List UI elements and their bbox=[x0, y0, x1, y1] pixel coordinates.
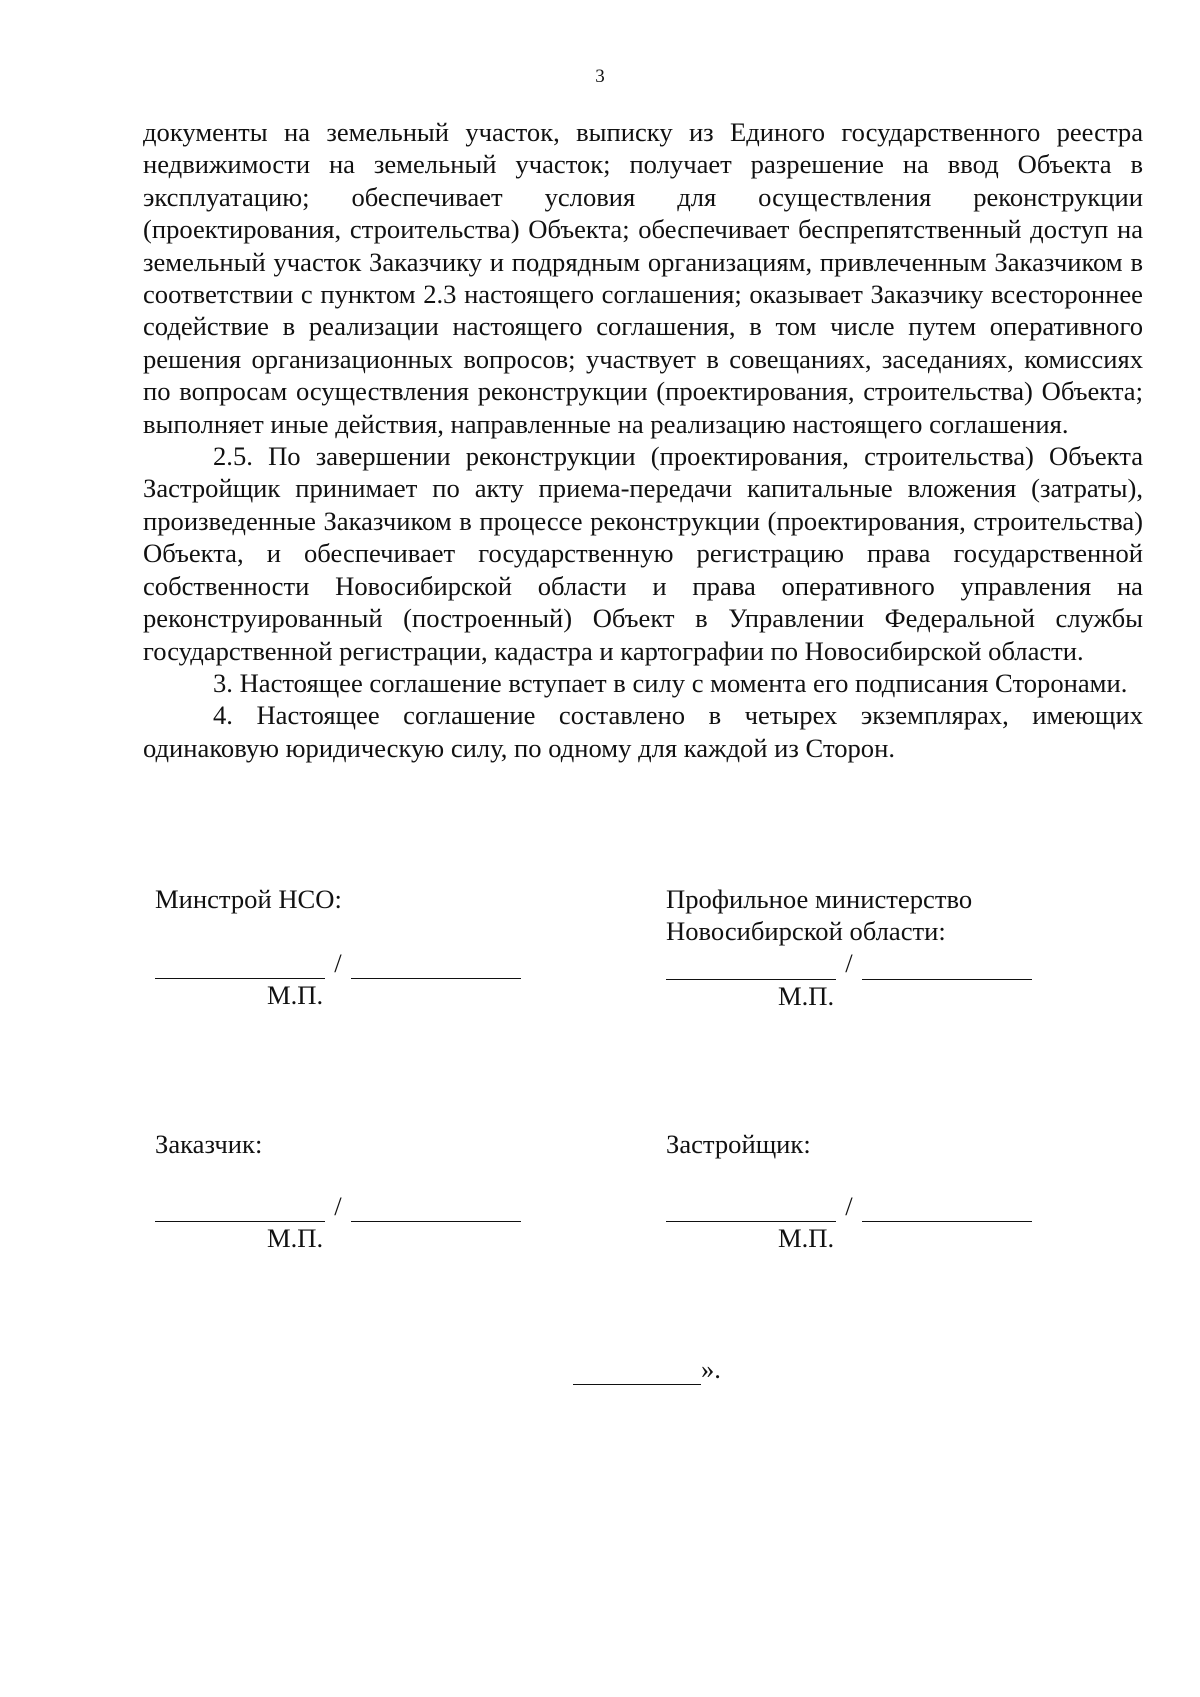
name-blank bbox=[351, 1197, 521, 1222]
document-body bbox=[143, 116, 1143, 764]
signature-blank bbox=[155, 954, 325, 979]
seal-label: М.П. bbox=[267, 1223, 324, 1254]
seal-label: М.П. bbox=[267, 980, 324, 1011]
paragraph-4: 4. Настоящее соглашение составлено в четырех экземплярах, имеющих одинаковую юридическую силу, по одному для каждой из Сторон. bbox=[143, 700, 1143, 763]
signatory-title: Новосибирской области: bbox=[666, 916, 946, 947]
signature-separator: / bbox=[334, 948, 342, 978]
signature-line bbox=[155, 947, 521, 979]
signatory-title: Застройщик: bbox=[666, 1129, 811, 1159]
seal-label: М.П. bbox=[778, 1223, 835, 1254]
signatory-title: Профильное министерство bbox=[666, 884, 973, 914]
signature-line bbox=[155, 1190, 521, 1222]
signature-block-ministry bbox=[666, 883, 1032, 1012]
page-number: 3 bbox=[595, 66, 605, 87]
seal-label: М.П. bbox=[778, 980, 835, 1011]
name-blank bbox=[862, 955, 1032, 980]
signature-blank bbox=[666, 1197, 836, 1222]
signature-separator: / bbox=[334, 1191, 342, 1221]
name-blank bbox=[862, 1197, 1032, 1222]
signature-block-minstroy bbox=[155, 883, 521, 1012]
closing-quote: ». bbox=[701, 1354, 721, 1384]
signature-line bbox=[666, 948, 1032, 980]
name-blank bbox=[351, 954, 521, 979]
paragraph-3: 3. Настоящее соглашение вступает в силу с момента его подписания Сторонами. bbox=[213, 667, 1128, 698]
signatory-title: Минстрой НСО: bbox=[155, 884, 342, 914]
signature-blank bbox=[155, 1197, 325, 1222]
signature-block-customer bbox=[155, 1128, 521, 1255]
closing-mark bbox=[573, 1353, 721, 1385]
paragraph-continuation: документы на земельный участок, выписку из Единого государственного реестра недвижимости на земельный участок; получает разрешение на ввод Объекта в эксплуатацию; обеспечивает условия для осуществления реконструкции (проектирования, строительства) Объекта; обеспечивает беспрепятственный доступ на земельный участок Заказчику и подрядным организациям, привлеченным Заказчиком в соответствии с пунктом 2.3 настоящего соглашения; оказывает Заказчику всестороннее содействие в реализации настоящего соглашения, в том числе путем оперативного решения организационных вопросов; участвует в совещаниях, заседаниях, комиссиях по вопросам осуществления реконструкции (проектирования, строительства) Объекта; выполняет иные действия, направленные на реализацию настоящего соглашения. bbox=[143, 117, 1143, 439]
closing-blank bbox=[573, 1360, 701, 1385]
signature-separator: / bbox=[845, 948, 853, 979]
signature-line bbox=[666, 1190, 1032, 1222]
signature-separator: / bbox=[845, 1191, 853, 1221]
signature-block-developer bbox=[666, 1128, 1032, 1255]
paragraph-2-5: 2.5. По завершении реконструкции (проектирования, строительства) Объекта Застройщик принимает по акту приема-передачи капитальные вложения (затраты), произведенные Заказчиком в процессе реконструкции (проектирования, строительства) Объекта, и обеспечивает государственную регистрацию права государственной собственности Новосибирской области и права оперативного управления на реконструированный (построенный) Объект в Управлении Федеральной службы государственной регистрации, кадастра и картографии по Новосибирской области. bbox=[143, 441, 1143, 666]
signatory-title: Заказчик: bbox=[155, 1129, 263, 1159]
signature-blank bbox=[666, 955, 836, 980]
